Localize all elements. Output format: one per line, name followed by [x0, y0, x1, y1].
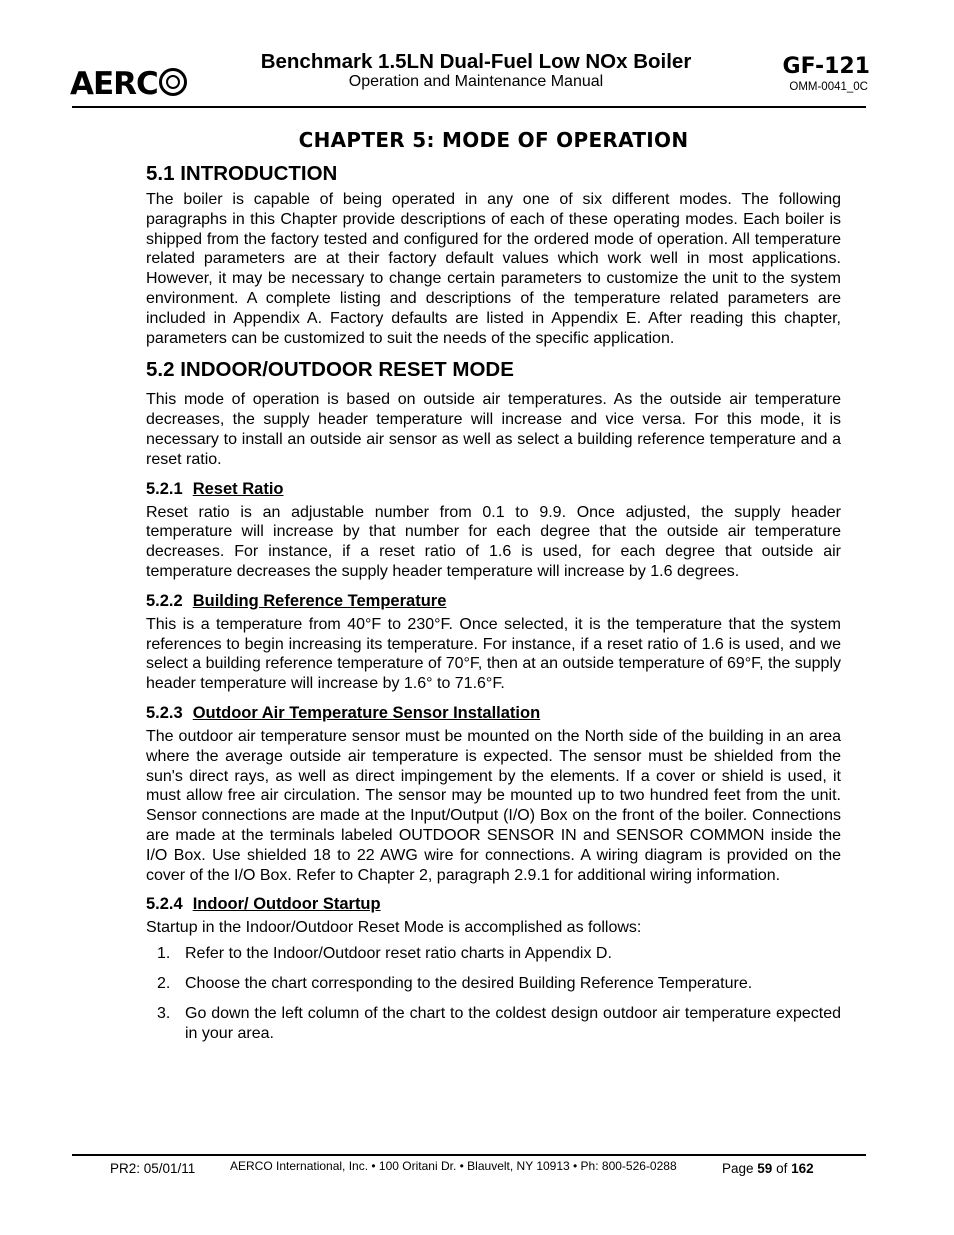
step-number: 3.	[157, 1004, 171, 1022]
footer-revision: PR2: 05/01/11	[110, 1161, 196, 1176]
chapter-title: CHAPTER 5: MODE OF OPERATION	[298, 128, 689, 152]
page-header	[70, 48, 870, 104]
section-5-2	[146, 358, 841, 469]
document-subtitle: Operation and Maintenance Manual	[348, 73, 604, 90]
page-content	[146, 128, 841, 1053]
section-heading: 5.2 INDOOR/OUTDOOR RESET MODE	[146, 358, 514, 382]
subsection-body: Startup in the Indoor/Outdoor Reset Mode is accomplished as follows:	[146, 919, 642, 937]
step-number: 2.	[157, 974, 171, 992]
subsection-number: 5.2.3	[146, 703, 183, 722]
header-rule	[72, 106, 866, 108]
list-item	[146, 1004, 841, 1044]
document-title: Benchmark 1.5LN Dual-Fuel Low NOx Boiler	[260, 50, 692, 73]
page-current: 59	[757, 1161, 773, 1176]
subsection-body: The outdoor air temperature sensor must be mounted on the North side of the building in an area where the average outside air temperature is expected. The sensor must be shielded from the sun's direct rays, as well as direct impingement by the elements. If a cover or shield is used, it must allow free air circulation. The sensor may be mounted up to two hundred feet from the unit. Sensor connections are made at the Input/Output (I/O) Box on the front of the boiler. Connections are made at the terminals labeled OUTDOOR SENSOR IN and SENSOR COMMON inside the I/O Box. Use shielded 18 to 22 AWG wire for connections. A wiring diagram is provided on the cover of the I/O Box. Refer to Chapter 2, paragraph 2.9.1 for additional wiring information.	[146, 727, 841, 884]
subsection-number: 5.2.4	[146, 895, 183, 914]
list-item	[146, 974, 841, 994]
document-number: OMM-0041_0C	[789, 81, 868, 93]
section-body: The boiler is capable of being operated in any one of six different modes. The following paragraphs in this Chapter provide descriptions of each of these operating modes. Each boiler is shipped from the factory tested and configured for the ordered mode of operation. All temperature related parameters are at their factory default values which work well in most applications. However, it may be necessary to change certain parameters to customize the unit to the system environment. A complete listing and descriptions of the temperature related parameters are included in Appendix A. Factory defaults are listed in Appendix E. After reading this chapter, parameters can be customized to suit the needs of the specific application.	[146, 191, 841, 347]
subsection-body: Reset ratio is an adjustable number from 0.1 to 9.9. Once adjusted, the supply header temperature will increase by that number for each degree that the outside air temperature decreases. For instance, if a reset ratio of 1.6 is used, for each degree that outside air temperature decreases the supply header temperature will increase by 1.6 degrees.	[146, 503, 841, 580]
subsection-heading	[146, 592, 841, 611]
subsection-title: Outdoor Air Temperature Sensor Installation	[192, 703, 541, 722]
logo-wordmark: AERC	[70, 66, 158, 102]
page-label: Page	[722, 1161, 754, 1176]
page-footer	[72, 1156, 866, 1186]
subsection-number: 5.2.2	[146, 591, 183, 610]
section-5-2-4	[146, 895, 841, 1043]
subsection-heading	[146, 895, 841, 914]
step-text: Go down the left column of the chart to the coldest design outdoor air temperature expected in your area.	[185, 1004, 841, 1042]
footer-address: AERCO International, Inc. • 100 Oritani Dr. • Blauvelt, NY 10913 • Ph: 800-526-0288	[230, 1159, 677, 1173]
subsection-title: Reset Ratio	[192, 479, 284, 498]
page-of: of	[776, 1161, 788, 1176]
subsection-heading	[146, 480, 841, 499]
subsection-title: Indoor/ Outdoor Startup	[192, 895, 381, 914]
section-5-2-1	[146, 480, 841, 582]
section-5-1	[146, 162, 841, 348]
section-5-2-3	[146, 704, 841, 885]
aerco-logo	[70, 66, 187, 102]
step-number: 1.	[157, 945, 171, 963]
section-5-2-2	[146, 592, 841, 694]
section-body: This mode of operation is based on outside air temperatures. As the outside air temperature decreases, the supply header temperature will increase and vice versa. For this mode, it is necessary to install an outside air sensor as well as select a building reference temperature and a reset ratio.	[146, 391, 841, 468]
subsection-body: This is a temperature from 40°F to 230°F. Once selected, it is the temperature that the system references to begin increasing its temperature. For instance, if a reset ratio of 1.6 is used, and we select a building reference temperature of 70°F, then at an outside temperature of 69°F, the supply header temperature will increase by 1.6° to 71.6°F.	[146, 615, 841, 693]
step-text: Choose the chart corresponding to the desired Building Reference Temperature.	[185, 974, 753, 992]
startup-steps-list	[146, 944, 841, 1043]
logo-o-mark	[159, 68, 187, 96]
step-text: Refer to the Indoor/Outdoor reset ratio charts in Appendix D.	[185, 945, 612, 963]
document-code: GF-121	[782, 54, 870, 79]
subsection-number: 5.2.1	[146, 479, 183, 498]
page-total: 162	[791, 1161, 814, 1176]
subsection-title: Building Reference Temperature	[192, 591, 447, 610]
subsection-heading	[146, 704, 841, 723]
footer-page-number	[722, 1161, 814, 1176]
section-heading: 5.1 INTRODUCTION	[146, 162, 338, 185]
list-item	[146, 944, 841, 964]
